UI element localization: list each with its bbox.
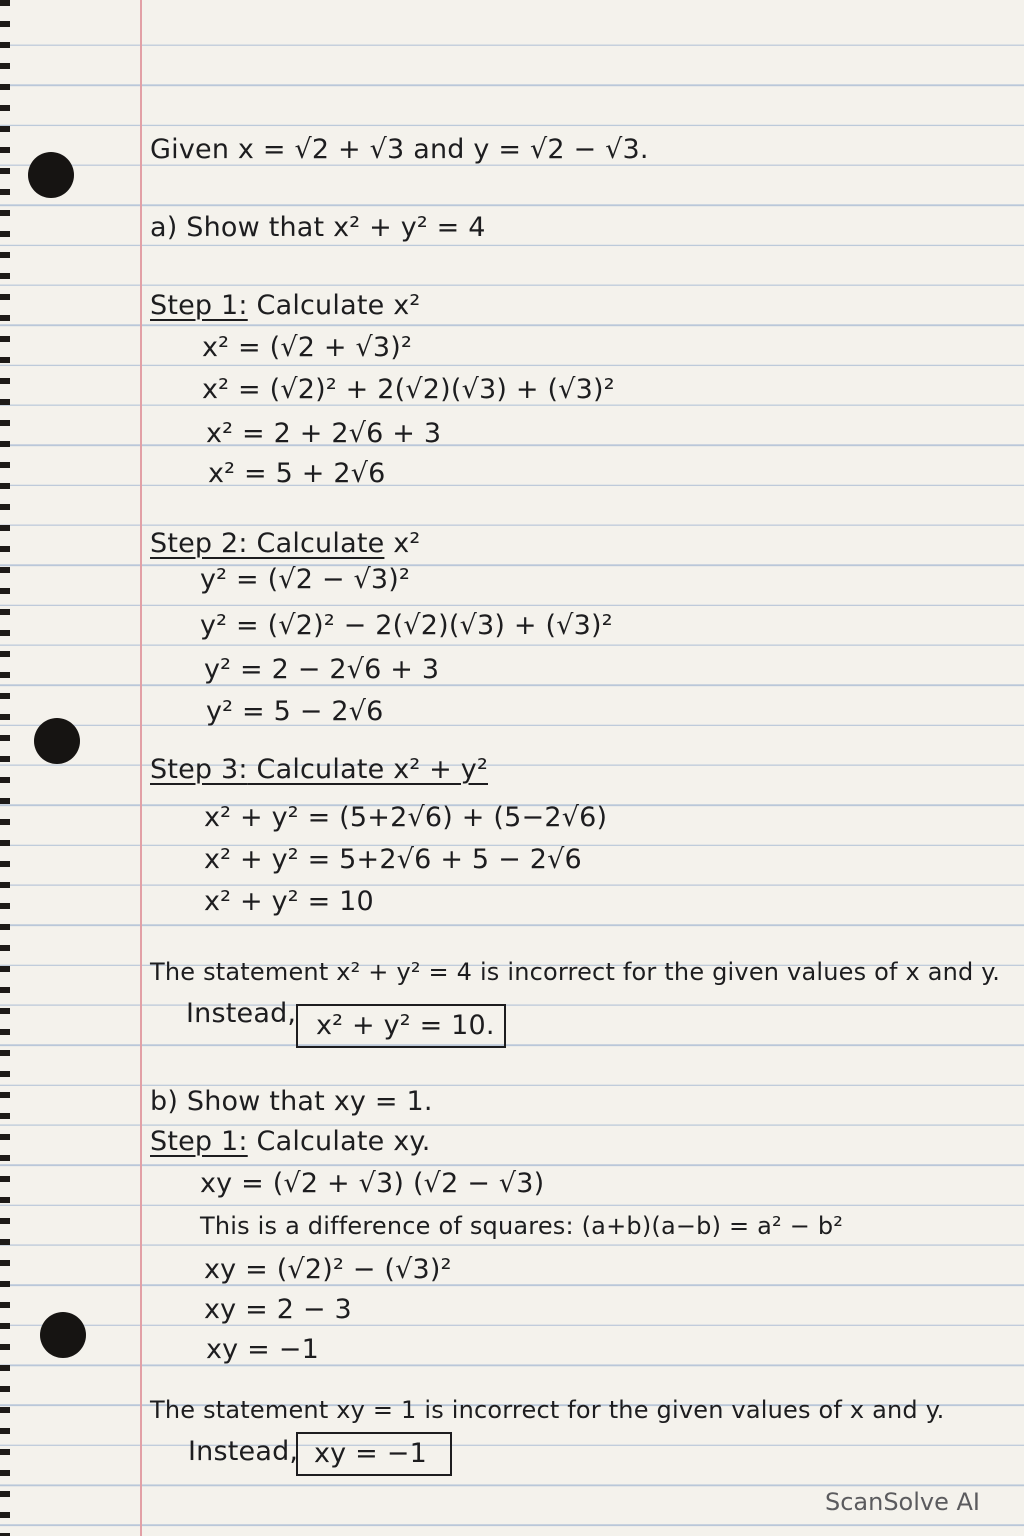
a-step1-line3: x² = 2 + 2√6 + 3 — [206, 418, 442, 449]
b-line5: xy = −1 — [206, 1334, 319, 1365]
a-answer: x² + y² = 10. — [316, 1010, 495, 1041]
margin-line — [140, 0, 142, 1536]
watermark-text: ScanSolve AI — [824, 1488, 980, 1516]
punch-hole-bottom — [40, 1312, 86, 1358]
part-b-prompt: b) Show that xy = 1. — [150, 1086, 433, 1117]
b-conclusion: The statement xy = 1 is incorrect for the given values of x and y. — [150, 1396, 945, 1424]
a-step1-line2: x² = (√2)² + 2(√2)(√3) + (√3)² — [202, 374, 615, 405]
a-step2-line3: y² = 2 − 2√6 + 3 — [204, 654, 440, 685]
b-line3: xy = (√2)² − (√3)² — [204, 1254, 452, 1285]
b-step1-label: Step 1: — [150, 1126, 248, 1157]
a-step3-heading — [150, 756, 488, 783]
b-line1: xy = (√2 + √3) (√2 − √3) — [200, 1168, 545, 1199]
a-step2-line2: y² = (√2)² − 2(√2)(√3) + (√3)² — [200, 610, 613, 641]
punch-hole-top — [28, 152, 74, 198]
a-step1-line1: x² = (√2 + √3)² — [202, 332, 413, 363]
a-step2-text: x² — [384, 528, 421, 559]
a-step2-line4: y² = 5 − 2√6 — [206, 696, 384, 727]
spiral-binding-edge — [0, 0, 10, 1536]
given-line: Given x = √2 + √3 and y = √2 − √3. — [150, 134, 649, 165]
a-step1-text: Calculate x² — [247, 290, 421, 321]
punch-hole-middle — [34, 718, 80, 764]
a-step2-label: Step 2: Calculate — [150, 528, 385, 559]
b-step1-heading — [150, 1128, 431, 1155]
a-step3-text: Calculate x² + y² — [247, 754, 488, 785]
b-step1-text: Calculate xy. — [247, 1126, 431, 1157]
a-step2-heading — [150, 530, 420, 557]
b-answer: xy = −1 — [314, 1438, 427, 1469]
a-conclusion: The statement x² + y² = 4 is incorrect for the given values of x and y. — [150, 958, 1001, 986]
b-line2: This is a difference of squares: (a+b)(a−b) = a² − b² — [200, 1212, 844, 1240]
a-step1-heading — [150, 292, 420, 319]
a-step1-line4: x² = 5 + 2√6 — [208, 458, 386, 489]
b-line4: xy = 2 − 3 — [204, 1294, 352, 1325]
a-step3-line3: x² + y² = 10 — [204, 886, 374, 917]
a-step1-label: Step 1: — [150, 290, 248, 321]
a-step3-line1: x² + y² = (5+2√6) + (5−2√6) — [204, 802, 608, 833]
b-instead: Instead, — [188, 1436, 299, 1467]
a-step3-label: Step 3: — [150, 754, 248, 785]
a-instead: Instead, — [186, 998, 297, 1029]
a-step2-line1: y² = (√2 − √3)² — [200, 564, 411, 595]
part-a-prompt: a) Show that x² + y² = 4 — [150, 212, 486, 243]
a-step3-line2: x² + y² = 5+2√6 + 5 − 2√6 — [204, 844, 582, 875]
